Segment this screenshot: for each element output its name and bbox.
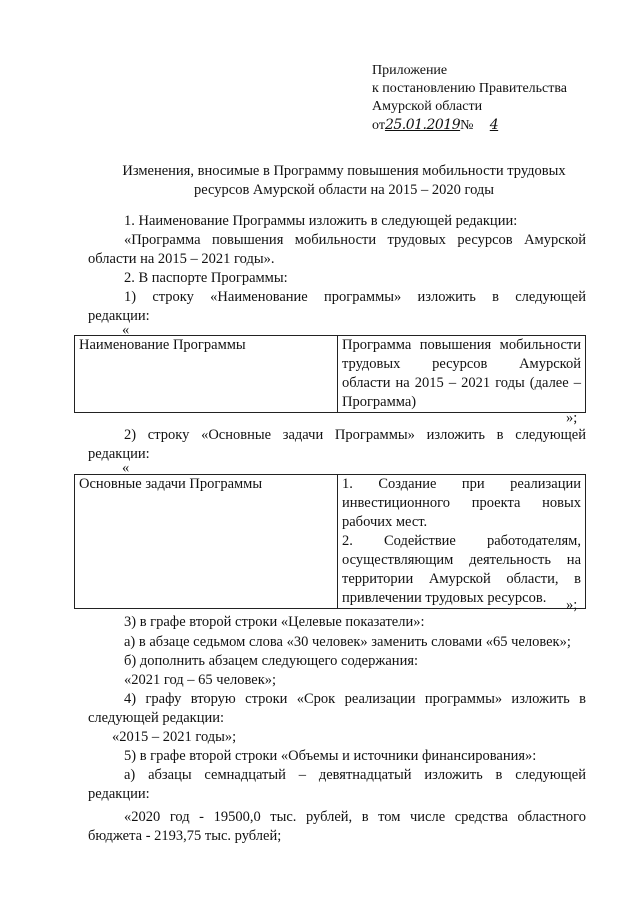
paragraph-5: [88, 426, 586, 464]
paragraph-9-text: «2021 год – 65 человек»;: [124, 672, 277, 688]
paragraph-13: [88, 766, 586, 804]
number-label: №: [460, 118, 474, 133]
table2-right-line-3: рабочих мест.: [342, 514, 428, 530]
open-quote-2: «: [122, 460, 130, 476]
paragraph-1: [88, 212, 586, 231]
annex-line-1: Приложение: [372, 63, 448, 78]
paragraph-10-line-1: 4) графу вторую строки «Срок реализации программы» изложить в: [124, 691, 586, 707]
title-line-2: ресурсов Амурской области на 2015 – 2020 годы: [193, 182, 495, 198]
table1-right-line-4: Программа): [342, 394, 417, 410]
table2-right-cell: [338, 475, 586, 609]
table2-left-cell: Основные задачи Программы: [75, 475, 338, 609]
annex-date-line: [372, 116, 567, 135]
paragraph-13-line-2: редакции:: [88, 786, 150, 802]
open-quote-1: «: [122, 322, 130, 338]
table2-right-line-4: 2. Содействие работодателям,: [342, 533, 581, 549]
table2-right-line-6: территории Амурской области, в: [342, 571, 581, 587]
annex-line-3: Амурской области: [372, 99, 483, 114]
table1-right-cell: [338, 336, 586, 413]
table-row: [75, 475, 586, 609]
close-quote-1: »;: [566, 410, 578, 426]
paragraph-10: [88, 690, 586, 728]
table2-right-line-7: привлечении трудовых ресурсов.: [342, 590, 547, 606]
paragraph-13-line-1: а) абзацы семнадцатый – девятнадцатый изложить в следующей: [124, 767, 586, 783]
paragraph-10-line-2: следующей редакции:: [88, 710, 225, 726]
title-line-1: Изменения, вносимые в Программу повышения мобильности трудовых: [122, 163, 566, 179]
paragraph-14-line-2: бюджета - 2193,75 тыс. рублей;: [88, 828, 282, 844]
table2-right-line-5: осуществляющим деятельность на: [342, 552, 581, 568]
paragraph-14-line-1: «2020 год - 19500,0 тыс. рублей, в том числе средства областного: [124, 809, 586, 825]
table1-right-line-2: трудовых ресурсов Амурской: [342, 356, 581, 372]
table1-right-line-3: области на 2015 – 2021 годы (далее –: [342, 375, 581, 391]
table2-right-line-2: инвестиционного проекта новых: [342, 495, 581, 511]
table1-left-cell: Наименование Программы: [75, 336, 338, 413]
paragraph-5-line-2: редакции:: [88, 446, 150, 462]
paragraph-6-text: 3) в графе второй строки «Целевые показатели»:: [124, 614, 425, 630]
handwritten-date: 25.01.2019: [384, 117, 461, 133]
paragraph-6: [88, 613, 586, 632]
paragraph-12: [88, 747, 586, 766]
paragraph-7: [88, 633, 586, 652]
table-row: [75, 336, 586, 413]
table1-right-line-1: Программа повышения мобильности: [342, 337, 581, 353]
paragraph-7-text: а) в абзаце седьмом слова «30 человек» заменить словами «65 человек»;: [124, 634, 571, 650]
paragraph-4: [88, 288, 586, 326]
paragraph-11-text: «2015 – 2021 годы»;: [112, 729, 237, 745]
paragraph-3: [88, 269, 586, 288]
from-label: от: [372, 118, 385, 133]
annex-line-2: к постановлению Правительства: [372, 81, 568, 96]
table-main-tasks: [74, 474, 586, 609]
annex-header: [372, 62, 567, 135]
paragraph-11: [88, 728, 586, 747]
paragraph-9: [88, 671, 586, 690]
paragraph-4-line-2: редакции:: [88, 308, 150, 324]
paragraph-2: [88, 231, 586, 269]
paragraph-8-text: б) дополнить абзацем следующего содержания:: [124, 653, 419, 669]
paragraph-12-text: 5) в графе второй строки «Объемы и источники финансирования»:: [124, 748, 537, 764]
paragraph-5-line-1: 2) строку «Основные задачи Программы» изложить в следующей: [124, 427, 586, 443]
handwritten-number: 4: [489, 117, 499, 133]
paragraph-3-text: 2. В паспорте Программы:: [124, 270, 288, 286]
paragraph-4-line-1: 1) строку «Наименование программы» изложить в следующей: [124, 289, 586, 305]
close-quote-2: »;: [566, 597, 578, 613]
table2-right-line-1: 1. Создание при реализации: [342, 476, 581, 492]
paragraph-1-text: 1. Наименование Программы изложить в следующей редакции:: [124, 213, 518, 229]
table-program-name: [74, 335, 586, 413]
paragraph-2-line-1: «Программа повышения мобильности трудовых ресурсов Амурской: [124, 232, 586, 248]
document-title: [90, 162, 598, 200]
paragraph-14: [88, 808, 586, 846]
paragraph-2-line-2: области на 2015 – 2021 годы».: [88, 251, 275, 267]
paragraph-8: [88, 652, 586, 671]
